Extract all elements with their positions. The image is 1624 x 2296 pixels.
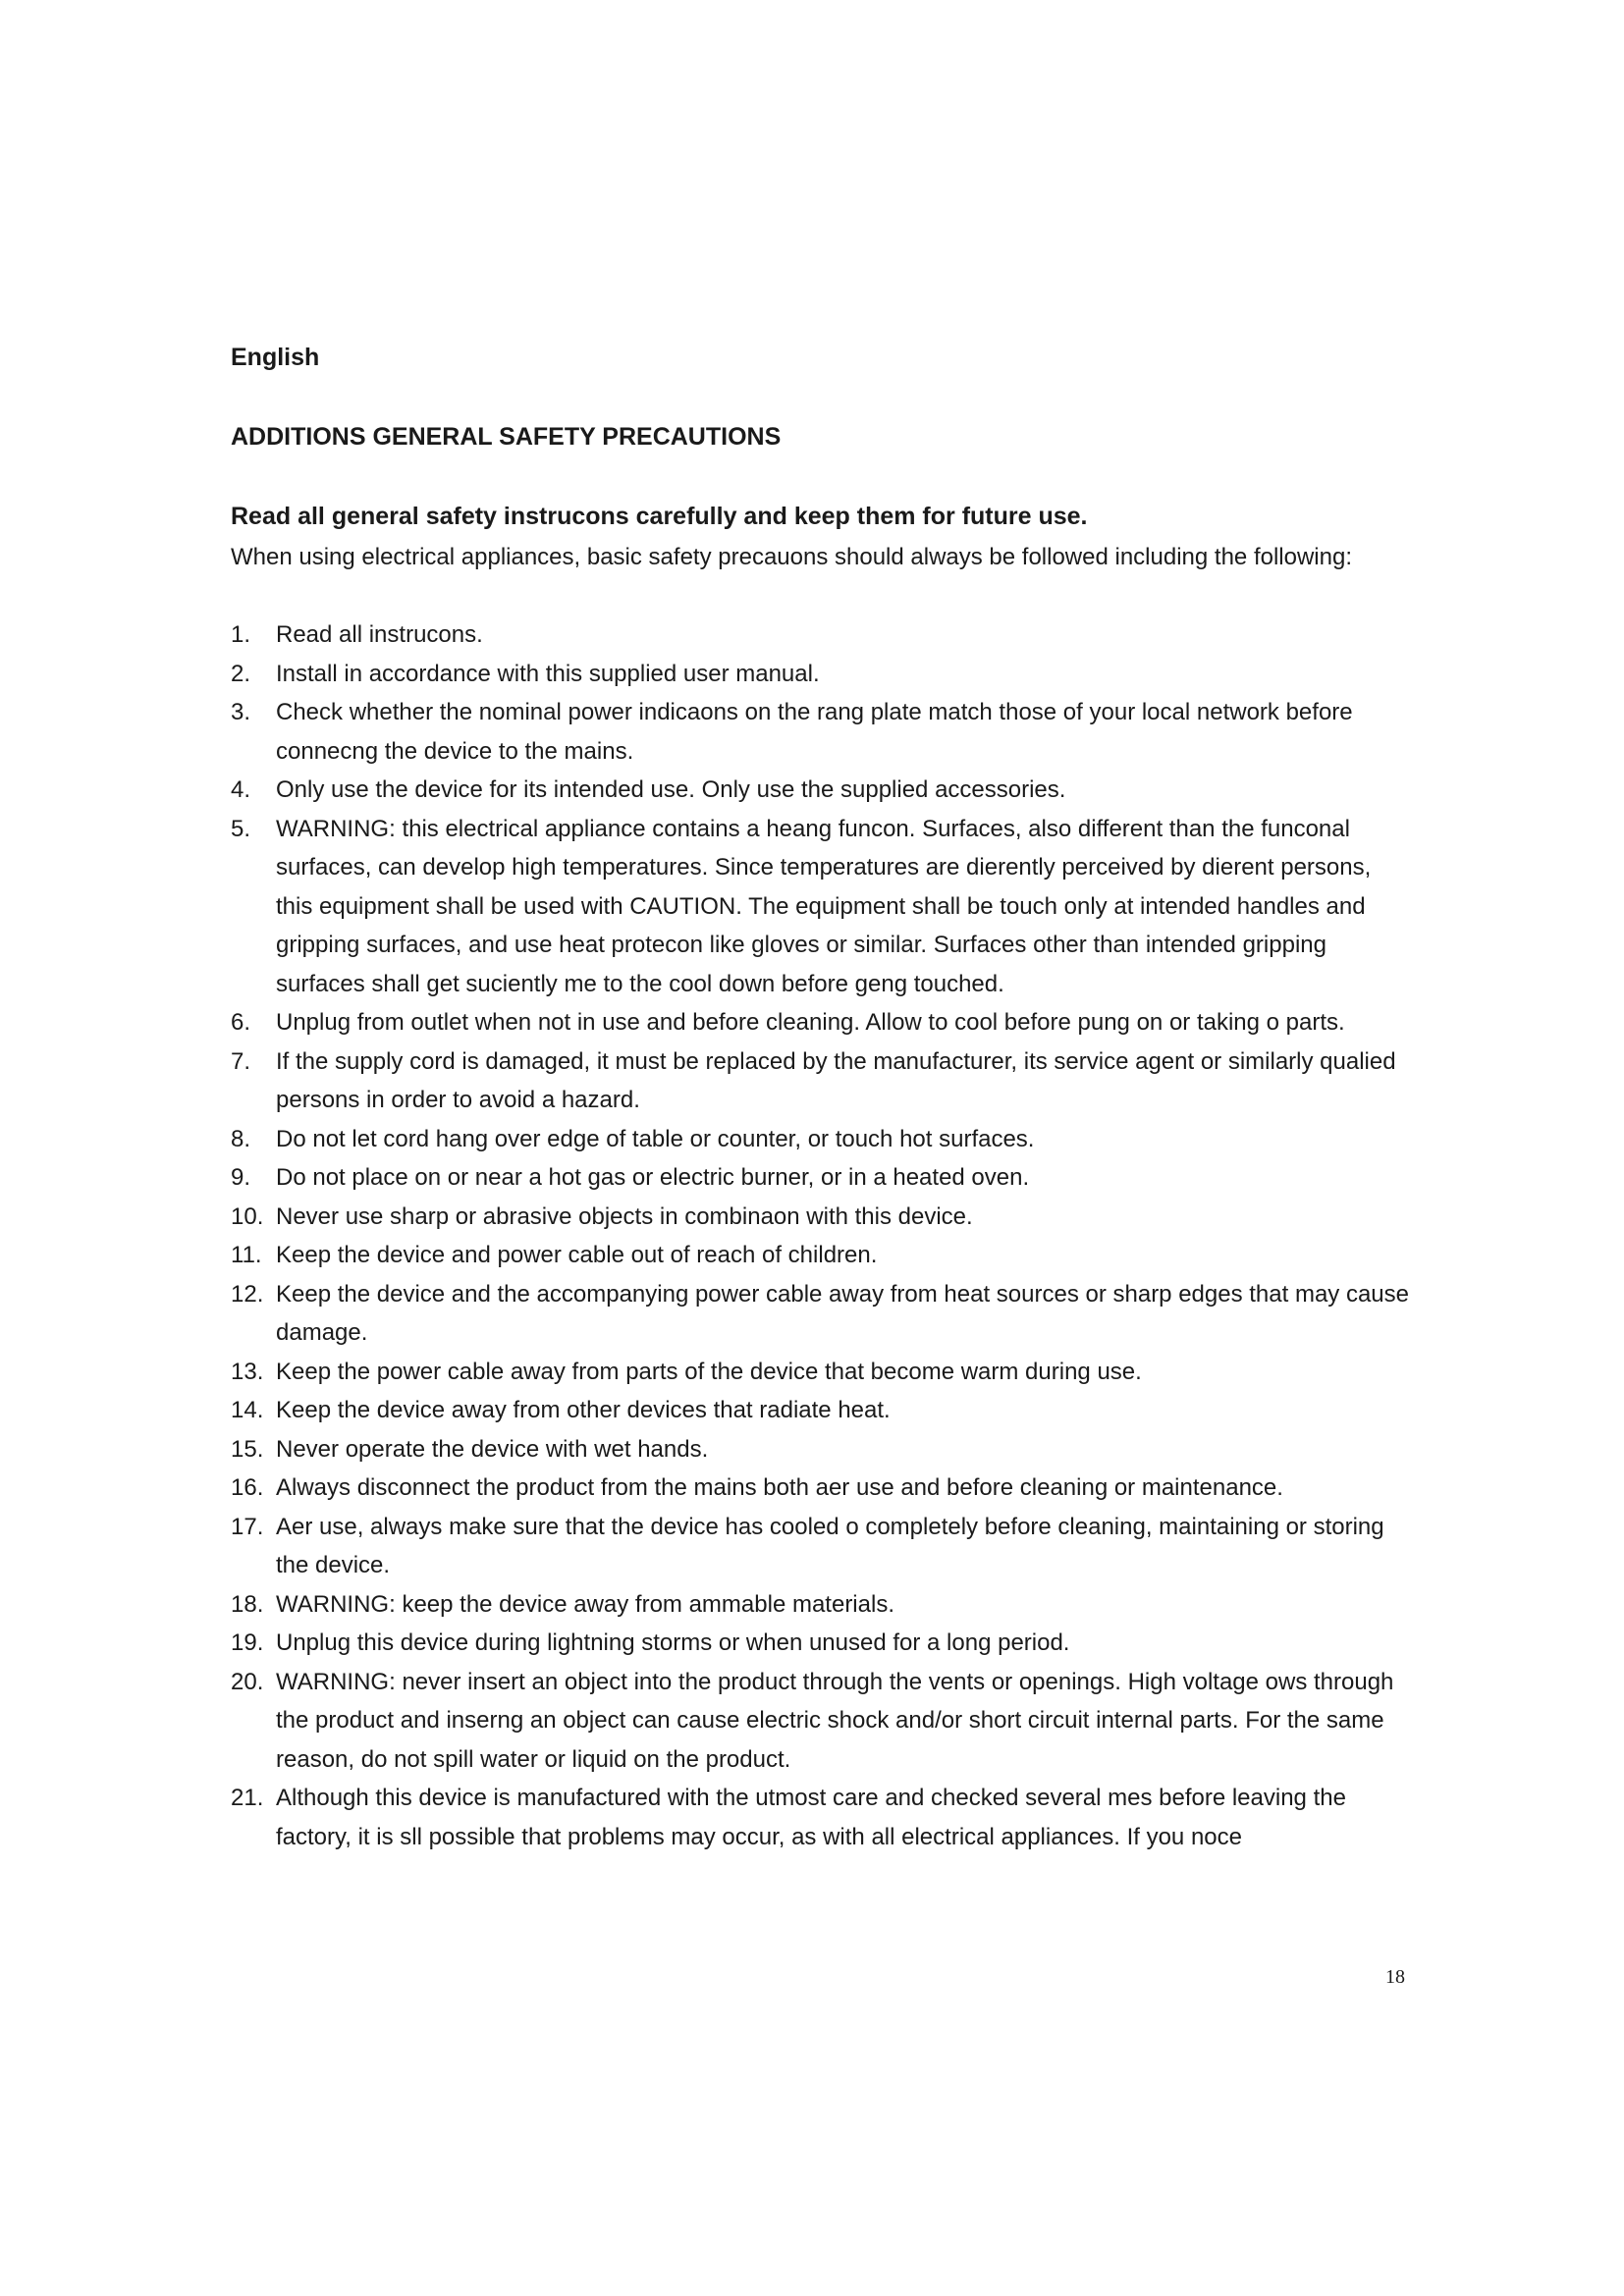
- item-number: 14.: [231, 1397, 264, 1423]
- item-number: 13.: [231, 1358, 264, 1385]
- list-item: [231, 1508, 1409, 1585]
- list-item: [231, 615, 1409, 655]
- list-item: [231, 1468, 1409, 1508]
- item-number: 9.: [231, 1164, 251, 1191]
- list-item: [231, 1198, 1409, 1237]
- list-item: [231, 1391, 1409, 1430]
- item-text: Check whether the nominal power indicaons on the rang plate match those of your local network before connecng the device to the mains.: [276, 699, 1353, 765]
- list-item: [231, 1120, 1409, 1159]
- list-item: [231, 1779, 1409, 1856]
- item-text: Unplug this device during lightning storms or when unused for a long period.: [276, 1629, 1070, 1656]
- page-number: 18: [1385, 1966, 1405, 1988]
- list-item: [231, 1003, 1409, 1042]
- item-number: 17.: [231, 1513, 264, 1540]
- item-number: 16.: [231, 1474, 264, 1501]
- safety-list: [231, 615, 1409, 1856]
- item-text: Never use sharp or abrasive objects in combinaon with this device.: [276, 1202, 973, 1230]
- lead-instruction: Read all general safety instrucons carefully and keep them for future use.: [231, 503, 1088, 530]
- item-text: Keep the power cable away from parts of the device that become warm during use.: [276, 1358, 1142, 1385]
- item-text: Aer use, always make sure that the device has cooled o completely before cleaning, maintaining or storing the device.: [276, 1513, 1384, 1578]
- item-number: 15.: [231, 1435, 264, 1463]
- item-text: Keep the device and the accompanying power cable away from heat sources or sharp edges that may cause damage.: [276, 1280, 1410, 1346]
- item-number: 21.: [231, 1785, 264, 1811]
- list-item: [231, 1624, 1409, 1663]
- item-number: 19.: [231, 1629, 264, 1656]
- list-item: [231, 1042, 1409, 1120]
- item-text: Do not place on or near a hot gas or electric burner, or in a heated oven.: [276, 1164, 1030, 1191]
- item-number: 5.: [231, 815, 251, 842]
- item-number: 12.: [231, 1280, 264, 1308]
- item-text: Read all instrucons.: [276, 621, 483, 648]
- list-item: [231, 1663, 1409, 1780]
- item-text: Do not let cord hang over edge of table or counter, or touch hot surfaces.: [276, 1125, 1035, 1152]
- item-number: 2.: [231, 660, 251, 687]
- item-text: Keep the device and power cable out of reach of children.: [276, 1242, 878, 1268]
- item-text: Although this device is manufactured with the utmost care and checked several mes before leaving the factory, it is sll possible that problems may occur, as with all electrical appliances. If you noce: [276, 1785, 1346, 1850]
- item-text: WARNING: never insert an object into the product through the vents or openings. High voltage ows through the product and inserng an object can cause electric shock and/or short circuit internal parts. For the same reason, do not spill water or liquid on the product.: [276, 1668, 1394, 1773]
- item-number: 18.: [231, 1590, 264, 1618]
- item-text: Keep the device away from other devices that radiate heat.: [276, 1397, 891, 1423]
- language-heading: English: [231, 344, 320, 371]
- item-number: 20.: [231, 1668, 264, 1695]
- list-item: [231, 1275, 1409, 1353]
- list-item: [231, 1353, 1409, 1392]
- list-item: [231, 1158, 1409, 1198]
- list-item: [231, 810, 1409, 1004]
- section-title: ADDITIONS GENERAL SAFETY PRECAUTIONS: [231, 423, 782, 451]
- item-number: 10.: [231, 1202, 264, 1230]
- item-number: 6.: [231, 1009, 251, 1036]
- list-item: [231, 771, 1409, 810]
- item-text: Only use the device for its intended use. Only use the supplied accessories.: [276, 776, 1066, 803]
- list-item: [231, 655, 1409, 694]
- item-text: Unplug from outlet when not in use and before cleaning. Allow to cool before pung on or taking o parts.: [276, 1009, 1345, 1036]
- item-number: 4.: [231, 776, 251, 803]
- item-text: WARNING: keep the device away from ammable materials.: [276, 1590, 894, 1618]
- intro-paragraph: When using electrical appliances, basic safety precauons should always be followed including the following:: [231, 544, 1352, 570]
- item-number: 7.: [231, 1047, 251, 1075]
- list-item: [231, 693, 1409, 771]
- list-item: [231, 1236, 1409, 1275]
- list-item: [231, 1430, 1409, 1469]
- item-number: 8.: [231, 1125, 251, 1152]
- item-number: 3.: [231, 699, 251, 725]
- item-number: 1.: [231, 621, 251, 648]
- list-item: [231, 1585, 1409, 1625]
- item-text: If the supply cord is damaged, it must be replaced by the manufacturer, its service agent or similarly qualied persons in order to avoid a hazard.: [276, 1047, 1396, 1113]
- item-text: Always disconnect the product from the mains both aer use and before cleaning or maintenance.: [276, 1474, 1283, 1501]
- item-text: Install in accordance with this supplied user manual.: [276, 660, 820, 687]
- item-text: Never operate the device with wet hands.: [276, 1435, 709, 1463]
- item-number: 11.: [231, 1242, 262, 1268]
- item-text: WARNING: this electrical appliance contains a heang funcon. Surfaces, also different than the funconal surfaces, can develop high temperatures. Since temperatures are dierently perceived by dierent persons, this equipment shall be used with CAUTION. The equipment shall be touch only at intended handles and gripping surfaces, and use heat protecon like gloves or similar. Surfaces other than intended gripping surfaces shall get suciently me to the cool down before geng touched.: [276, 815, 1372, 997]
